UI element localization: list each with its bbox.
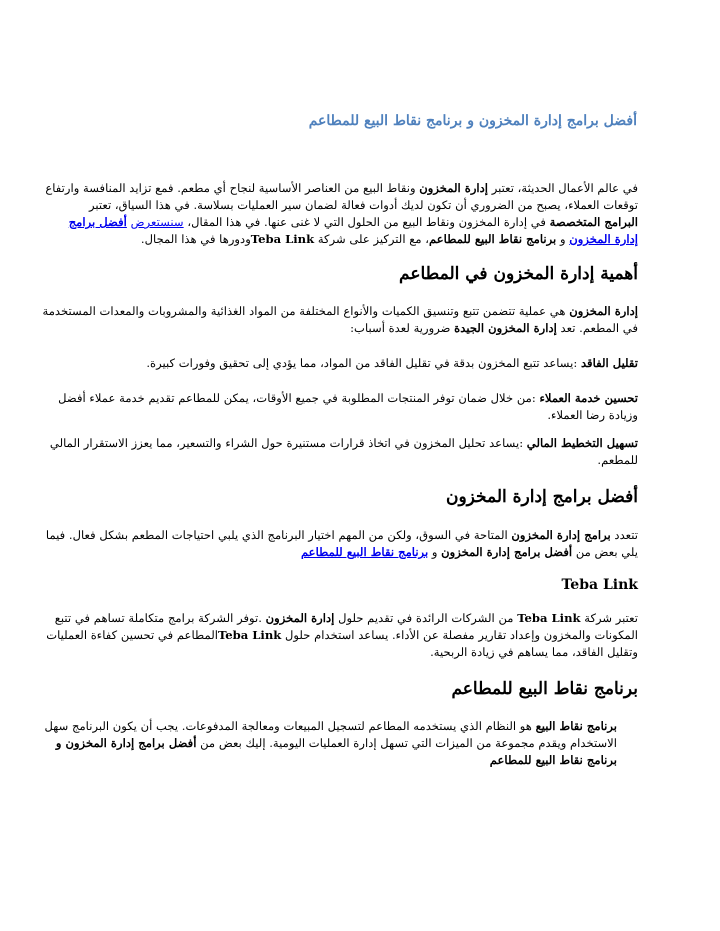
teba-text-1: تعتبر شركة <box>584 611 638 625</box>
teba-paragraph <box>46 610 638 661</box>
reason-finance-line-1 <box>49 435 638 452</box>
pos-text-2: الاستخدام ويقدم مجموعة من الميزات التي تسهل إدارة العمليات اليومية. إليك بعض من <box>200 736 617 750</box>
reason-service-text: :من خلال ضمان توفر المنتجات المطلوبة في جميع الأوقات، يمكن للمطاعم تقديم خدمة عملاء أفضل <box>58 391 536 405</box>
intro-text-3: في إدارة المخزون ونقاط البيع من الحلول التي لا غنى عنها. في هذا المقال، <box>187 215 546 229</box>
importance-text-1: هي عملية تتضمن تتبع وتنسيق الكميات والأنواع المختلفة من المواد الغذائية والمشروبات والمعدات المستخدمة <box>42 304 566 318</box>
intro-text-4-end: ودورها في هذا المجال. <box>140 232 251 246</box>
reason-service <box>58 390 638 424</box>
teba-text-2: من الشركات الرائدة في تقديم حلول <box>338 611 514 625</box>
teba-bold-inventory: إدارة المخزون <box>265 611 335 625</box>
pos-bold-3: برنامج نقاط البيع للمطاعم <box>489 753 617 767</box>
best-text-2: المتاحة في السوق، ولكن من المهم اختيار البرنامج الذي يلبي احتياجات المطعم بشكل فعال. فيما <box>45 528 508 542</box>
pos-bold-2: أفضل برامج إدارة المخزون و <box>55 736 197 750</box>
reason-waste-text: :يساعد تتبع المخزون بدقة في تقليل الفاقد من المواد، مما يؤدي إلى تحقيق وفورات كبيرة. <box>146 356 578 370</box>
reason-waste-title: تقليل الفاقد <box>580 356 638 370</box>
teba-text-4: المكونات والمخزون وإعداد تقارير مفصلة عن الأداء. يساعد استخدام حلول <box>285 628 638 642</box>
intro-link-review[interactable]: سنستعرض <box>130 215 184 229</box>
intro-brand: Teba Link <box>250 232 315 246</box>
intro-text-4: ، مع التركيز على شركة <box>317 232 430 246</box>
intro-paragraph <box>45 180 638 248</box>
teba-line-3: وتقليل الفاقد، مما يساهم في زيادة الربحية. <box>430 645 638 659</box>
best-and: و <box>431 545 438 559</box>
teba-line-1 <box>54 610 638 627</box>
best-link-pos[interactable]: برنامج نقاط البيع للمطاعم <box>300 545 429 559</box>
intro-and: و <box>559 232 566 246</box>
intro-line-1 <box>45 180 638 197</box>
intro-line-2: توقعات العملاء، يصبح من الضروري أن تكون لديك أدوات فعالة لضمان سير العمليات بسلاسة. في هذا السياق، تعتبر <box>89 198 638 212</box>
heading-teba-link: Teba Link <box>561 577 638 593</box>
reason-finance-line-2: للمطعم. <box>597 453 638 467</box>
document-title: أفضل برامج إدارة المخزون و برنامج نقاط البيع للمطاعم <box>308 113 637 129</box>
heading-best-programs: أفضل برامج إدارة المخزون <box>445 487 638 507</box>
teba-line-2 <box>46 627 638 644</box>
reason-finance-text: :يساعد تحليل المخزون في اتخاذ قرارات مستنيرة حول الشراء والتسعير، مما يعزز الاستقرار المالي <box>49 436 524 450</box>
pos-line-1 <box>44 718 617 735</box>
best-paragraph <box>45 527 638 561</box>
intro-link-best-programs[interactable]: أفضل برامج <box>68 215 127 229</box>
best-text-1: تتعدد <box>614 528 638 542</box>
importance-line-1 <box>42 303 638 320</box>
heading-importance: أهمية إدارة المخزون في المطاعم <box>399 264 638 284</box>
teba-brand-1: Teba Link <box>517 611 581 625</box>
intro-link-inventory[interactable]: إدارة المخزون <box>569 232 638 246</box>
pos-line-3 <box>110 752 617 769</box>
reason-finance <box>49 435 638 469</box>
intro-text-1: في عالم الأعمال الحديثة، تعتبر <box>491 181 638 195</box>
importance-text-3: ضرورية لعدة أسباب: <box>350 321 451 335</box>
intro-bold-specialized: البرامج المتخصصة <box>549 215 638 229</box>
importance-text-2: في المطعم. تعد <box>560 321 638 335</box>
best-bold-2: أفضل برامج إدارة المخزون <box>441 545 573 559</box>
reason-service-line-1 <box>58 390 638 407</box>
teba-brand-2: Teba Link <box>217 628 282 642</box>
best-bold-1: برامج إدارة المخزون <box>511 528 611 542</box>
reason-waste <box>88 355 638 372</box>
intro-bold-pos: برنامج نقاط البيع للمطاعم <box>429 232 557 246</box>
best-line-1 <box>45 527 638 544</box>
intro-line-3 <box>68 214 638 231</box>
best-line-2 <box>88 544 638 561</box>
importance-bold-1: إدارة المخزون <box>569 304 638 318</box>
pos-paragraph <box>44 718 617 769</box>
importance-line-2 <box>88 320 638 337</box>
teba-text-3: .توفر الشركة برامج متكاملة تساهم في تتبع <box>54 611 262 625</box>
importance-paragraph <box>42 303 638 337</box>
reason-finance-title: تسهيل التخطيط المالي <box>526 436 638 450</box>
reason-waste-line <box>88 355 638 372</box>
reason-service-line-2: وزيادة رضا العملاء. <box>547 408 638 422</box>
pos-text-1: هو النظام الذي يستخدمه المطاعم لتسجيل المبيعات ومعالجة المدفوعات. يجب أن يكون البرنامج سهل <box>44 719 532 733</box>
teba-text-5: المطاعم في تحسين كفاءة العمليات <box>46 628 218 642</box>
pos-bold-1: برنامج نقاط البيع <box>535 719 617 733</box>
intro-text-1b: ونقاط البيع من العناصر الأساسية لنجاح أي مطعم. فمع تزايد المنافسة وارتفاع <box>45 181 416 195</box>
importance-bold-2: إدارة المخزون الجيدة <box>454 321 557 335</box>
best-text-3: يلي بعض من <box>575 545 638 559</box>
intro-line-4 <box>88 231 638 248</box>
heading-pos: برنامج نقاط البيع للمطاعم <box>451 679 638 699</box>
reason-service-title: تحسين خدمة العملاء <box>539 391 638 405</box>
intro-bold-inventory: إدارة المخزون <box>419 181 489 195</box>
pos-line-2 <box>55 735 617 752</box>
